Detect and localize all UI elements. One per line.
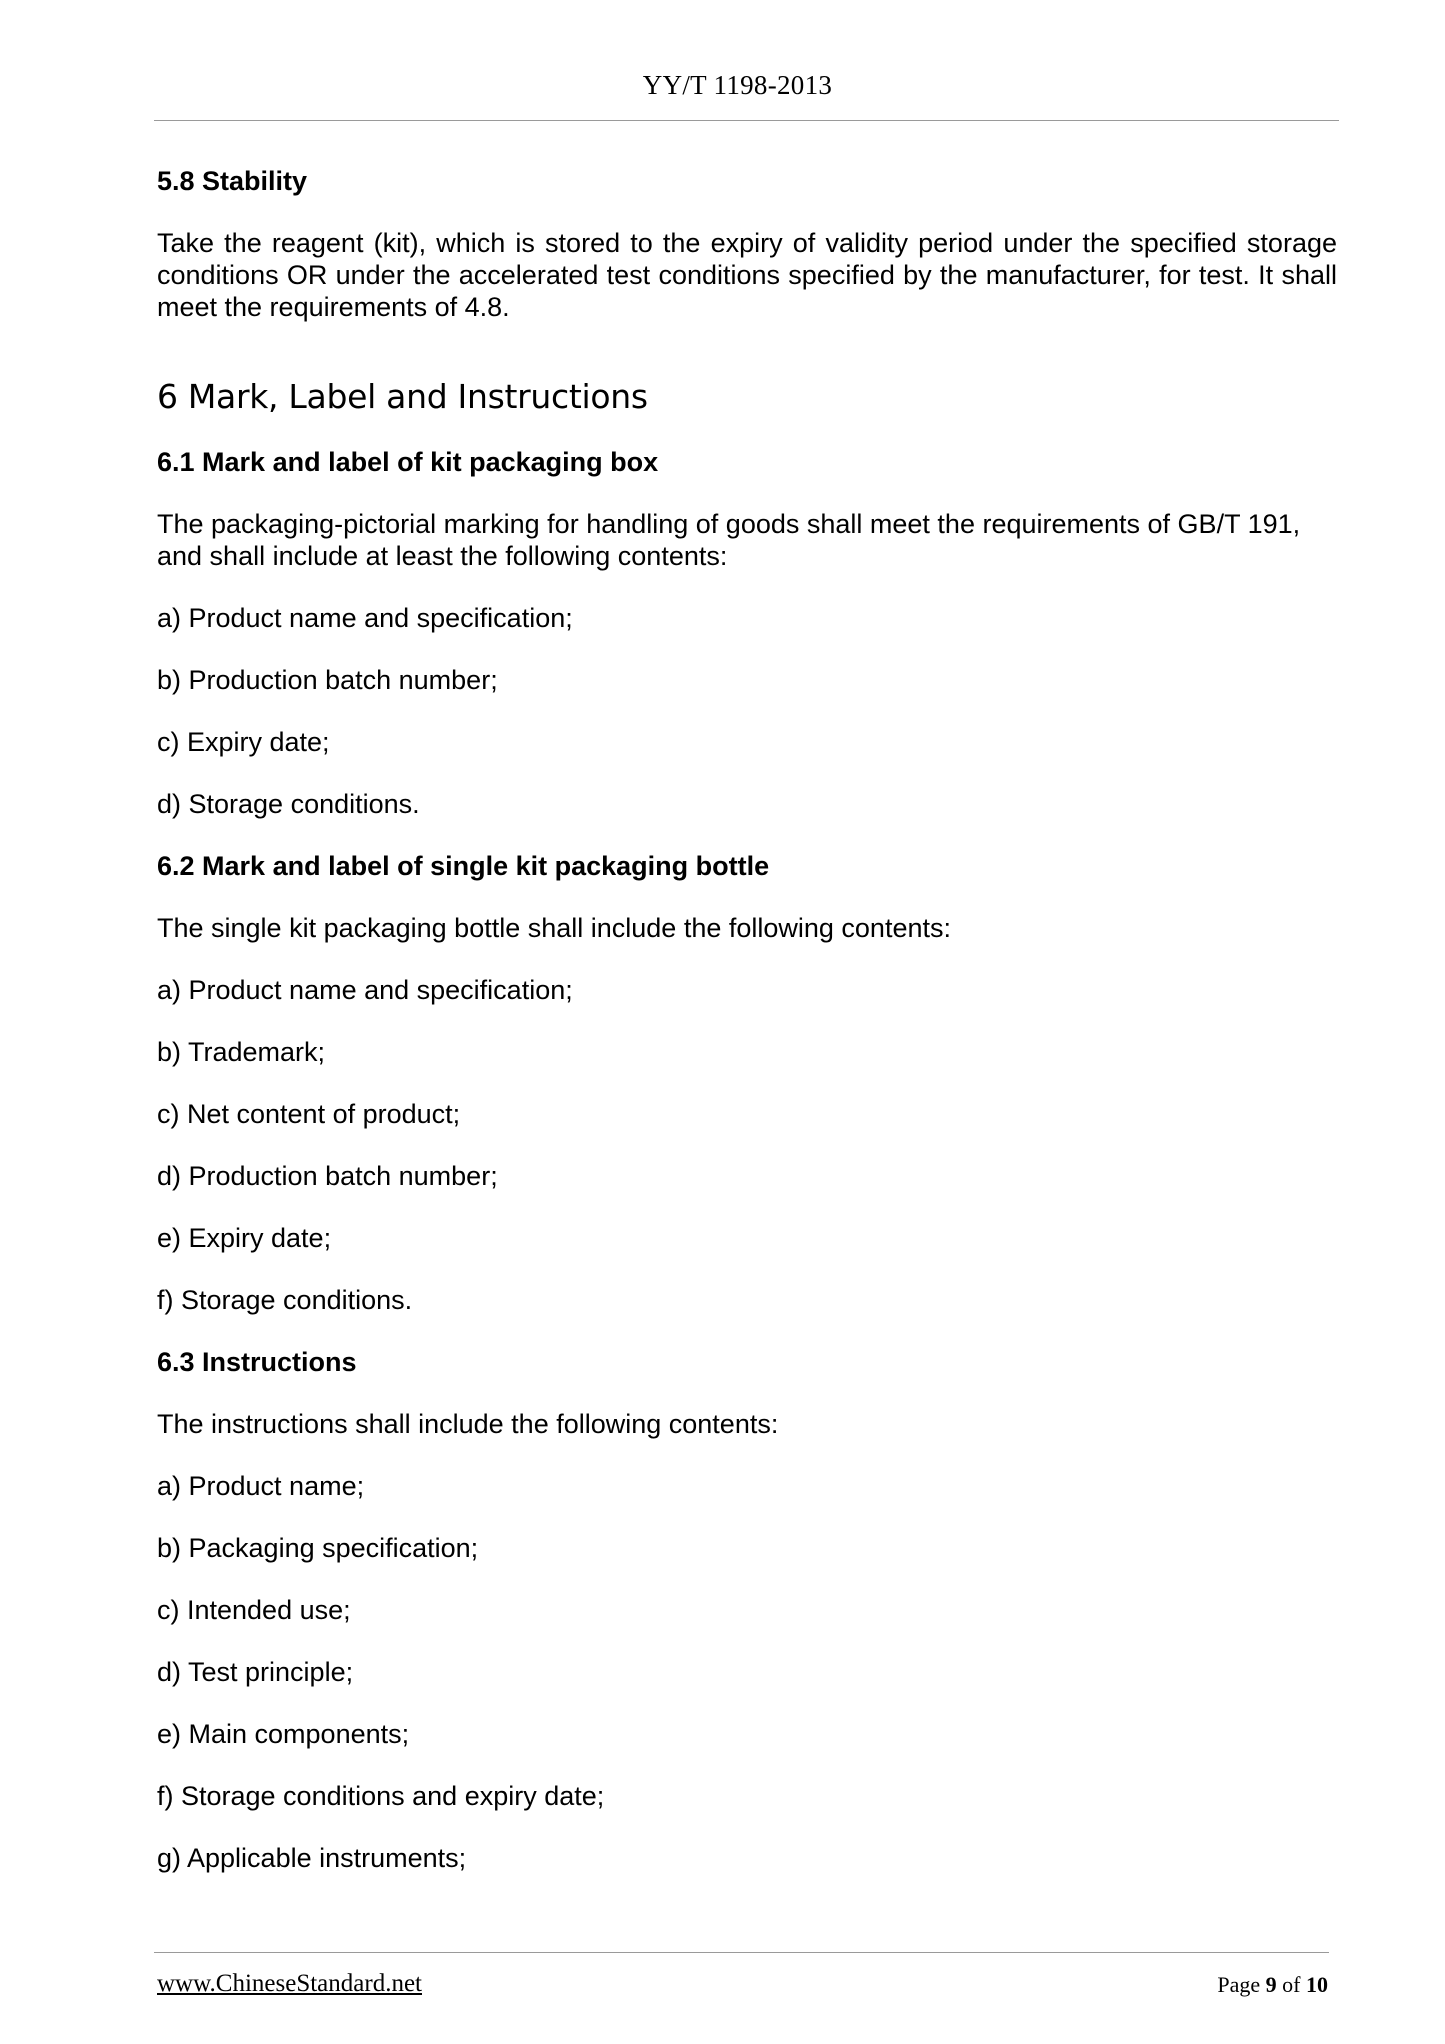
page-content [157, 165, 1337, 1874]
page-total: 10 [1306, 1972, 1328, 1997]
header-divider [154, 120, 1339, 121]
page-prefix: Page [1217, 1972, 1261, 1997]
section-6-2-text: The single kit packaging bottle shall include the following contents: [157, 913, 951, 943]
list-item: c) Expiry date; [157, 727, 330, 757]
list-item: g) Applicable instruments; [157, 1843, 467, 1873]
page-current: 9 [1265, 1972, 1277, 1997]
website-link[interactable]: www.ChineseStandard.net [157, 1970, 422, 1997]
list-item: a) Product name; [157, 1471, 365, 1501]
list-item: d) Production batch number; [157, 1161, 498, 1191]
list-item: d) Test principle; [157, 1657, 354, 1687]
list-item: b) Production batch number; [157, 665, 498, 695]
list-item: e) Expiry date; [157, 1223, 332, 1253]
page-number [1217, 1972, 1328, 1998]
list-item: b) Packaging specification; [157, 1533, 479, 1563]
list-item: b) Trademark; [157, 1037, 326, 1067]
section-6-1-heading: 6.1 Mark and label of kit packaging box [157, 447, 659, 477]
section-6-3-heading: 6.3 Instructions [157, 1347, 357, 1377]
page-of: of [1282, 1972, 1301, 1997]
section-6-3-text: The instructions shall include the following contents: [157, 1409, 779, 1439]
list-item: a) Product name and specification; [157, 975, 573, 1005]
list-item: d) Storage conditions. [157, 789, 420, 819]
list-item: c) Intended use; [157, 1595, 351, 1625]
footer-divider [154, 1952, 1329, 1953]
section-5-8-text: Take the reagent (kit), which is stored to the expiry of validity period under the specified storage conditions OR under the accelerated test conditions specified by the manufacturer, for test. It shall meet the requirements of 4.8. [157, 228, 1337, 322]
list-item: a) Product name and specification; [157, 603, 573, 633]
list-item: f) Storage conditions. [157, 1285, 413, 1315]
section-6-1-text: The packaging-pictorial marking for handling of goods shall meet the requirements of GB/T 191, and shall include at least the following contents: [157, 509, 1301, 571]
section-6-heading: 6 Mark, Label and Instructions [157, 377, 648, 416]
list-item: e) Main components; [157, 1719, 410, 1749]
section-6-2-heading: 6.2 Mark and label of single kit packaging bottle [157, 851, 770, 881]
list-item: c) Net content of product; [157, 1099, 461, 1129]
document-id-header: YY/T 1198-2013 [642, 70, 833, 100]
section-5-8-heading: 5.8 Stability [157, 166, 308, 196]
list-item: f) Storage conditions and expiry date; [157, 1781, 605, 1811]
